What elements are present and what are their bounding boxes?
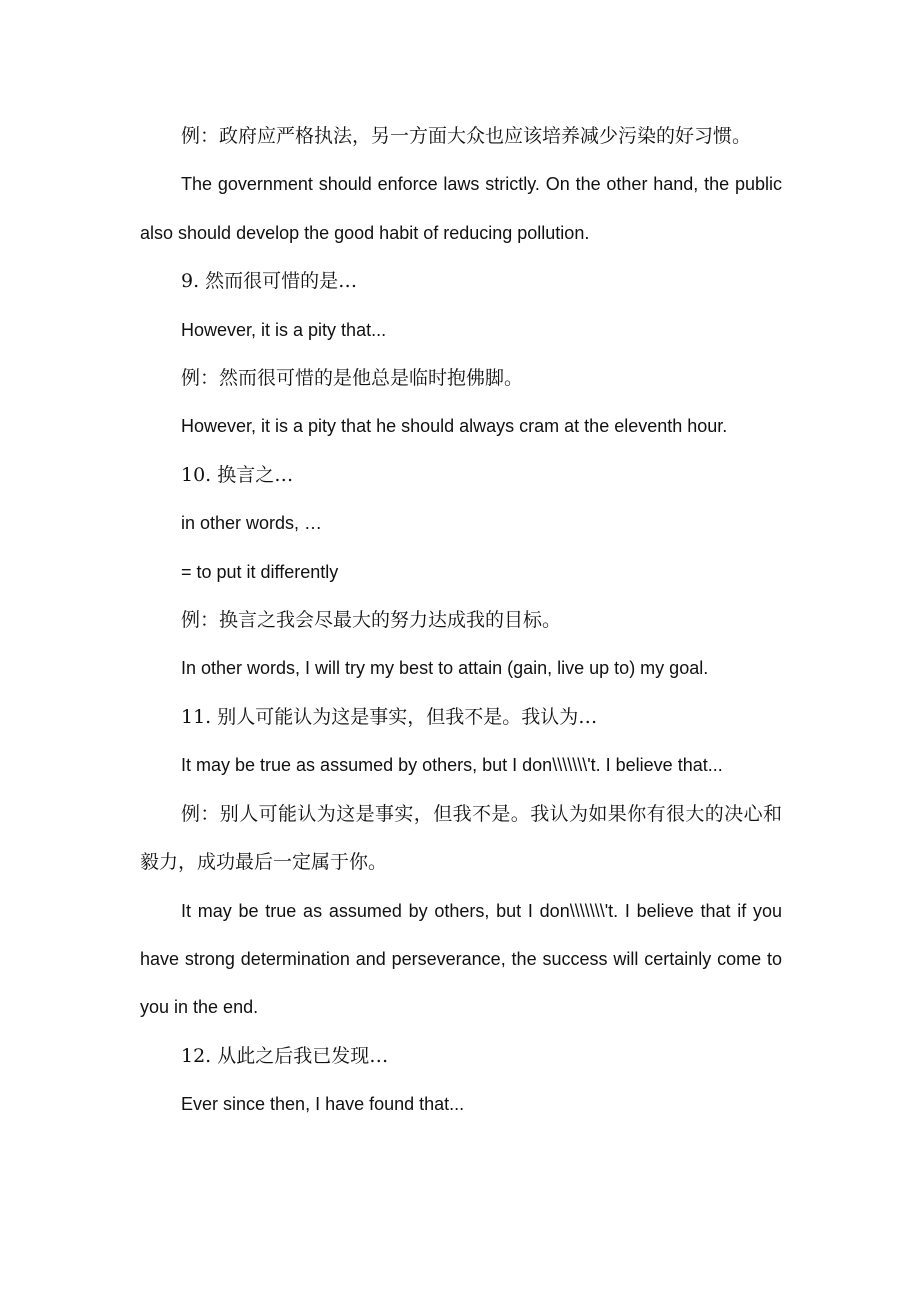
- phrase-translation: However, it is a pity that...: [181, 319, 387, 340]
- phrase-translation: Ever since then, I have found that...: [181, 1094, 465, 1115]
- example-sentence-en: It may be true as assumed by others, but I don\\\\\\\'t. I believe that if you have strong determination and perseverance, the success will certainly come to you in the end.: [140, 900, 782, 1018]
- example-sentence-zh: 例：换言之我会尽最大的努力达成我的目标。: [181, 609, 562, 632]
- example-sentence-zh: 例：政府应严格执法，另一方面大众也应该培养减少污染的好习惯。: [181, 125, 752, 147]
- example-sentence-en: However, it is a pity that he should always cram at the eleventh hour.: [181, 416, 728, 437]
- example-sentence-en: The government should enforce laws strictly. On the other hand, the public also should develop the good habit of reducing pollution.: [140, 174, 782, 243]
- phrase-heading: 12. 从此之后我已发现…: [181, 1044, 389, 1067]
- example-sentence-en: In other words, I will try my best to attain (gain, live up to) my goal.: [181, 658, 709, 679]
- document-body: [140, 112, 782, 1129]
- example-sentence-zh: 例：然而很可惜的是他总是临时抱佛脚。: [181, 367, 524, 390]
- phrase-heading: 11. 别人可能认为这是事实，但我不是。我认为…: [181, 705, 598, 728]
- phrase-translation: It may be true as assumed by others, but I don\\\\\\\'t. I believe that...: [181, 755, 723, 776]
- example-sentence-zh: 例：别人可能认为这是事实，但我不是。我认为如果你有很大的决心和毅力，成功最后一定属于你。: [140, 802, 782, 874]
- phrase-alternative: = to put it differently: [181, 561, 339, 582]
- phrase-heading: 10. 换言之…: [181, 463, 294, 486]
- phrase-translation: in other words, …: [181, 513, 323, 534]
- phrase-heading: 9. 然而很可惜的是…: [181, 270, 358, 293]
